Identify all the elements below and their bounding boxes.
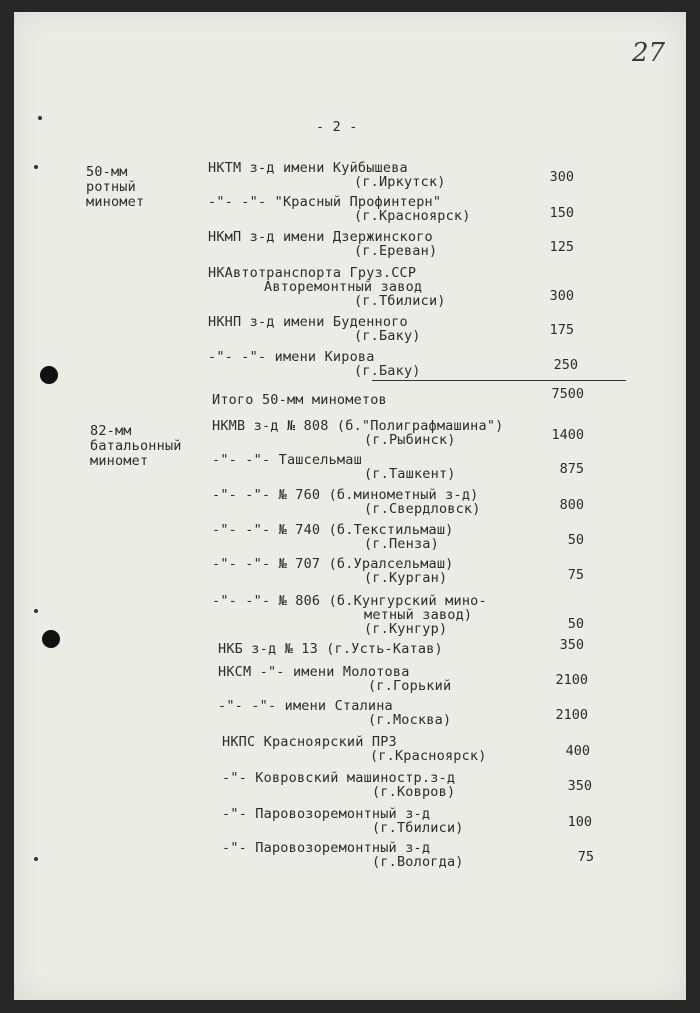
row-line: НКПС Красноярский ПРЗ — [222, 734, 397, 750]
category-label: батальонный — [90, 438, 182, 454]
row-line: (г.Ташкент) — [364, 466, 456, 482]
folio-number: 27 — [632, 38, 666, 68]
row-line: (г.Ереван) — [354, 243, 438, 259]
row-line: НКНП з-д имени Буденного — [208, 314, 408, 330]
quantity-value: 75 — [577, 849, 594, 865]
quantity-value: 175 — [549, 322, 574, 338]
row-line: (г.Пенза) — [364, 536, 439, 552]
row-line: -"- Ковровский машиностр.з-д — [222, 770, 456, 786]
row-line: метный завод) — [364, 607, 473, 623]
row-line: -"- -"- № 740 (б.Текстильмаш) — [212, 522, 454, 538]
row-line: -"- -"- имени Кирова — [208, 349, 375, 365]
page-marker: - 2 - — [316, 119, 358, 135]
row-line: -"- -"- № 707 (б.Уралсельмаш) — [212, 556, 454, 572]
row-line: -"- -"- Ташсельмаш — [212, 452, 362, 468]
quantity-value: 50 — [567, 616, 584, 632]
row-line: (г.Красноярск) — [354, 208, 471, 224]
quantity-value: 1400 — [551, 427, 584, 443]
row-line: -"- -"- № 806 (б.Кунгурский мино- — [212, 593, 487, 609]
row-line: (г.Красноярск) — [370, 748, 487, 764]
row-line: -"- Паровозоремонтный з-д — [222, 806, 431, 822]
category-label: 50-мм — [86, 164, 128, 180]
speck-icon — [34, 857, 38, 861]
row-line: (г.Баку) — [354, 363, 421, 379]
quantity-value: 75 — [567, 567, 584, 583]
row-line: НКТМ з-д имени Куйбышева — [208, 160, 408, 176]
category-label: миномет — [90, 453, 149, 469]
total-quantity: 7500 — [551, 386, 584, 402]
quantity-value: 350 — [567, 778, 592, 794]
quantity-value: 2100 — [555, 672, 588, 688]
punch-hole-icon — [42, 630, 60, 648]
quantity-value: 125 — [549, 239, 574, 255]
row-line: (г.Свердловск) — [364, 501, 481, 517]
quantity-value: 100 — [567, 814, 592, 830]
total-rule — [372, 380, 626, 381]
speck-icon — [34, 165, 38, 169]
row-line: Авторемонтный завод — [264, 279, 423, 295]
row-line: (г.Баку) — [354, 328, 421, 344]
quantity-value: 350 — [559, 637, 584, 653]
category-label: миномет — [86, 194, 145, 210]
category-label: 82-мм — [90, 423, 132, 439]
row-line: (г.Тбилиси) — [354, 293, 446, 309]
row-line: (г.Вологда) — [372, 854, 464, 870]
row-line: -"- -"- "Красный Профинтерн" — [208, 194, 442, 210]
total-label: Итого 50-мм минометов — [212, 392, 387, 408]
speck-icon — [34, 609, 38, 613]
row-line: (г.Рыбинск) — [364, 432, 456, 448]
quantity-value: 250 — [553, 357, 578, 373]
row-line: -"- -"- № 760 (б.минометный з-д) — [212, 487, 479, 503]
row-line: (г.Кунгур) — [364, 621, 448, 637]
row-line: (г.Ковров) — [372, 784, 456, 800]
row-line: НКБ з-д № 13 (г.Усть-Катав) — [218, 641, 443, 657]
quantity-value: 400 — [565, 743, 590, 759]
quantity-value: 150 — [549, 205, 574, 221]
quantity-value: 50 — [567, 532, 584, 548]
row-line: (г.Горький — [368, 678, 452, 694]
quantity-value: 800 — [559, 497, 584, 513]
row-line: НКМВ з-д № 808 (б."Полиграфмашина") — [212, 418, 504, 434]
row-line: (г.Курган) — [364, 570, 448, 586]
category-label: ротный — [86, 179, 136, 195]
quantity-value: 300 — [549, 169, 574, 185]
row-line: -"- -"- имени Сталина — [218, 698, 393, 714]
row-line: (г.Тбилиси) — [372, 820, 464, 836]
row-line: НКСМ -"- имени Молотова — [218, 664, 410, 680]
quantity-value: 300 — [549, 288, 574, 304]
quantity-value: 875 — [559, 461, 584, 477]
document-page — [14, 12, 686, 1000]
quantity-value: 2100 — [555, 707, 588, 723]
speck-icon — [38, 116, 42, 120]
row-line: -"- Паровозоремонтный з-д — [222, 840, 431, 856]
row-line: (г.Иркутск) — [354, 174, 446, 190]
row-line: НКАвтотранспорта Груз.ССР — [208, 265, 417, 281]
punch-hole-icon — [40, 366, 58, 384]
row-line: НКмП з-д имени Дзержинского — [208, 229, 433, 245]
row-line: (г.Москва) — [368, 712, 452, 728]
